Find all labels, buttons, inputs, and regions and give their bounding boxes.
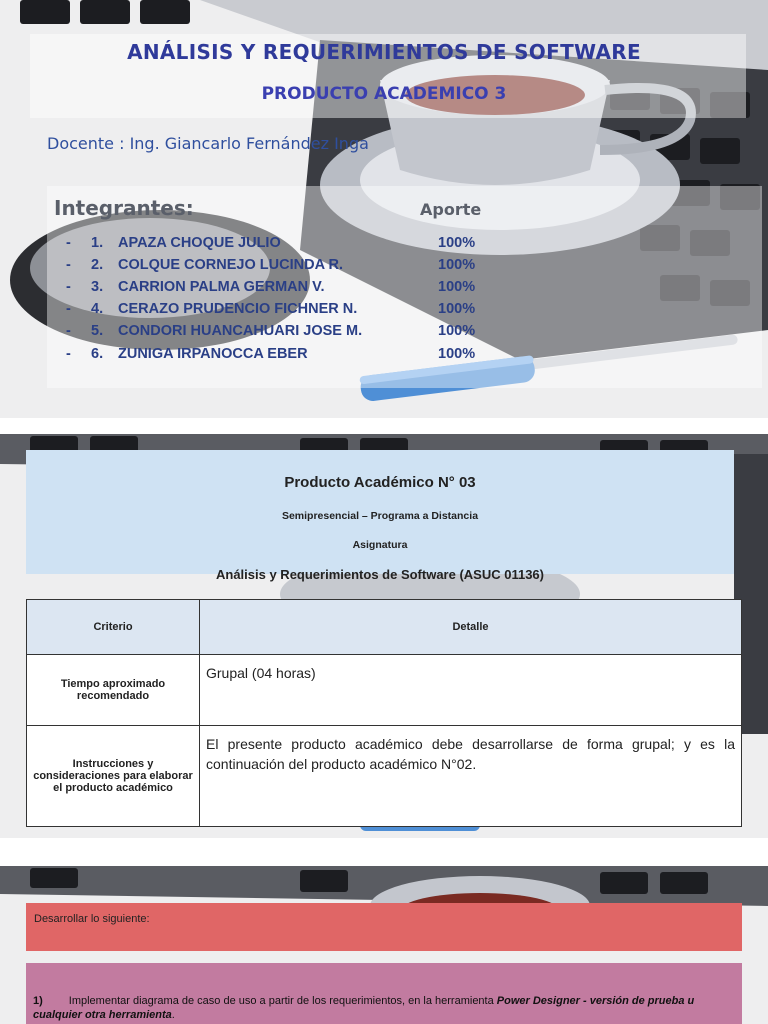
member-row [66,235,526,255]
task-intro-text: Desarrollar lo siguiente: [34,913,150,925]
task-item-end: . [171,1009,175,1021]
member-row [66,323,526,343]
bullet-dash: - [66,235,71,251]
member-contribution: 100% [438,323,476,339]
subject-label: Asignatura [352,539,408,551]
member-name: ZUNIGA IRPANOCCA EBER [118,346,308,362]
task-item-emphasis: Power Designer - versión de prueba u cualquier otra herramienta [33,995,695,1021]
member-number: 1. [91,235,104,251]
program-mode: Semipresencial – Programa a Distancia [281,510,479,522]
task-intro-box [26,903,742,951]
member-name: CONDORI HUANCAHUARI JOSE M. [118,323,363,339]
member-contribution: 100% [438,235,476,251]
page-subtitle: PRODUCTO ACADEMICO 3 [261,84,507,104]
bullet-dash: - [66,323,71,339]
table-row [27,655,742,726]
page-title: ANÁLISIS Y REQUERIMIENTOS DE SOFTWARE [127,40,641,64]
bullet-dash: - [66,346,71,362]
criterio-cell: Instrucciones y consideraciones para elaborar el producto académico [27,726,200,827]
member-contribution: 100% [438,257,476,273]
member-number: 5. [91,323,104,339]
title-slide [0,0,768,418]
instructions-slide [0,866,768,1024]
contribution-heading: Aporte [420,200,482,219]
table-header-row [27,600,742,655]
criteria-table [26,599,742,827]
task-item-text: Implementar diagrama de caso de uso a partir de los requerimientos, en la herramienta [68,995,494,1007]
member-name: COLQUE CORNEJO LUCINDA R. [118,257,344,273]
bullet-dash: - [66,279,71,295]
teacher-line: Docente : Ing. Giancarlo Fernández Inga [47,134,369,153]
member-contribution: 100% [438,346,476,362]
detalle-cell: Grupal (04 horas) [200,655,742,726]
member-row [66,301,526,321]
member-row [66,257,526,277]
detalle-cell: El presente producto académico debe desarrollarse de forma grupal; y es la continuación del producto académico N°02. [200,726,742,827]
member-name: CERAZO PRUDENCIO FICHNER N. [118,301,358,317]
task-item-box [26,963,742,1024]
member-name: APAZA CHOQUE JULIO [118,235,281,251]
member-row [66,346,526,366]
member-number: 6. [91,346,104,362]
member-contribution: 100% [438,279,476,295]
course-info-slide [0,434,768,838]
criterio-cell: Tiempo aproximado recomendado [27,655,200,726]
members-heading: Integrantes: [54,196,194,220]
task-item [33,994,737,1022]
column-header-detalle: Detalle [200,600,742,655]
subject-name: Análisis y Requerimientos de Software (ASUC 01136) [216,567,544,582]
member-number: 4. [91,301,104,317]
column-header-criterio: Criterio [27,600,200,655]
member-name: CARRION PALMA GERMAN V. [118,279,325,295]
member-contribution: 100% [438,301,476,317]
product-title: Producto Académico N° 03 [284,474,476,491]
task-item-number: 1) [33,995,43,1007]
member-number: 3. [91,279,104,295]
table-row [27,726,742,827]
bullet-dash: - [66,301,71,317]
member-row [66,279,526,299]
member-number: 2. [91,257,104,273]
course-header-box [26,450,734,582]
bullet-dash: - [66,257,71,273]
